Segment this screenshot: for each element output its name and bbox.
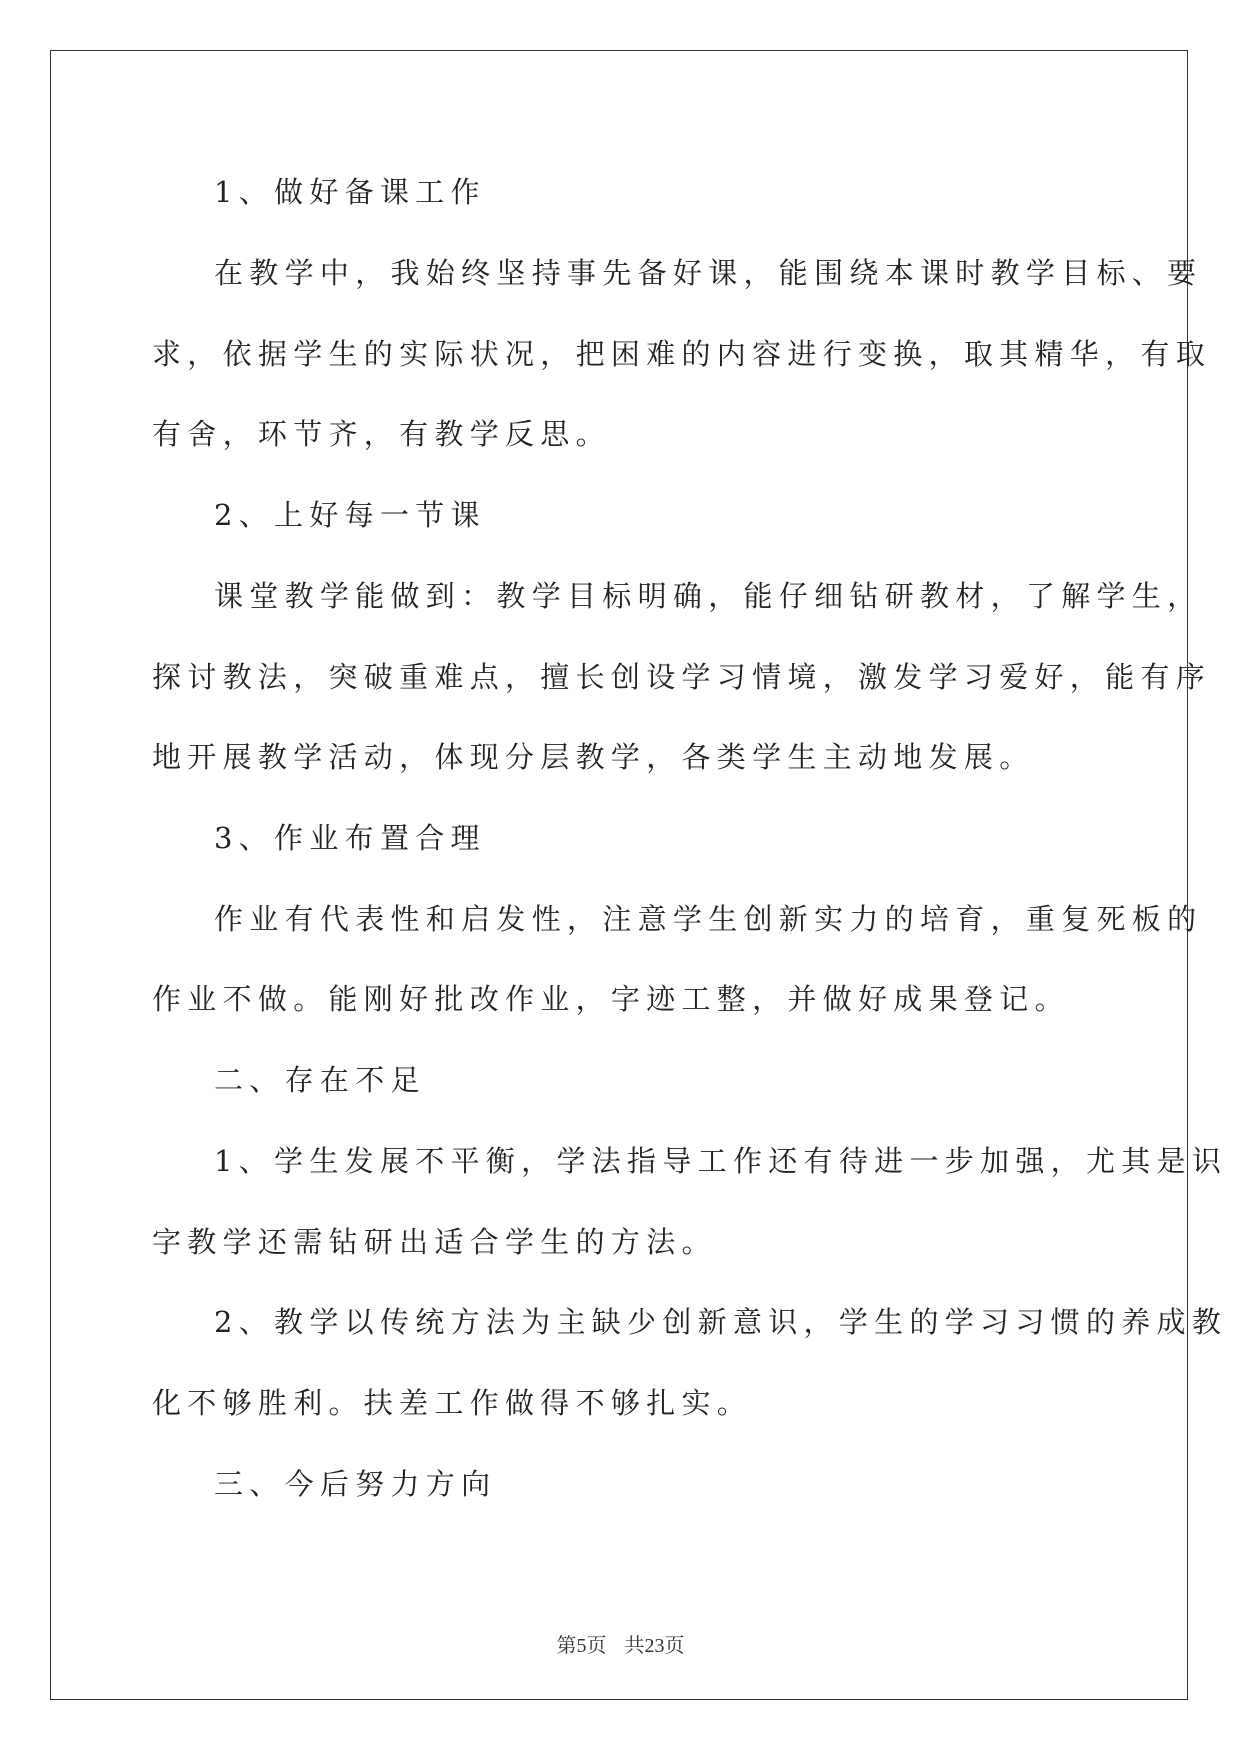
heading-lesson-prep: 1、做好备课工作	[214, 175, 486, 209]
paragraph-line: 有舍，环节齐，有教学反思。	[152, 417, 611, 451]
page-unit: 页	[586, 1635, 607, 1657]
paragraph-line: 作业有代表性和启发性，注意学生创新实力的培育，重复死板的	[214, 902, 1203, 936]
paragraph-line: 探讨教法，突破重难点，擅长创设学习情境，激发学习爱好，能有序	[152, 660, 1212, 694]
paragraph-line: 1、学生发展不平衡，学法指导工作还有待进一步加强，尤其是识	[214, 1144, 1228, 1178]
total-unit: 页	[664, 1635, 685, 1657]
heading-shortcomings: 二、存在不足	[214, 1063, 426, 1097]
paragraph-line: 地开展教学活动，体现分层教学，各类学生主动地发展。	[152, 740, 1035, 774]
paragraph-line: 作业不做。能刚好批改作业，字迹工整，并做好成果登记。	[152, 982, 1070, 1016]
heading-every-lesson: 2、上好每一节课	[214, 498, 486, 532]
paragraph-line: 2、教学以传统方法为主缺少创新意识，学生的学习习惯的养成教	[214, 1305, 1228, 1339]
page-footer	[0, 1629, 1241, 1658]
total-label: 共	[624, 1635, 645, 1657]
page-number: 5	[576, 1635, 587, 1657]
page-label: 第	[556, 1635, 577, 1657]
heading-future-direction: 三、今后努力方向	[214, 1467, 497, 1501]
paragraph-line: 化不够胜利。扶差工作做得不够扎实。	[152, 1386, 753, 1420]
paragraph-line: 字教学还需钻研出适合学生的方法。	[152, 1225, 717, 1259]
paragraph-line: 在教学中，我始终坚持事先备好课，能围绕本课时教学目标、要	[214, 256, 1203, 290]
paragraph-line: 求，依据学生的实际状况，把困难的内容进行变换，取其精华，有取	[152, 337, 1212, 371]
paragraph-line: 课堂教学能做到：教学目标明确，能仔细钻研教材，了解学生，	[214, 579, 1203, 613]
total-pages: 23	[644, 1635, 665, 1657]
page-border	[50, 50, 1188, 1700]
heading-homework: 3、作业布置合理	[214, 821, 486, 855]
